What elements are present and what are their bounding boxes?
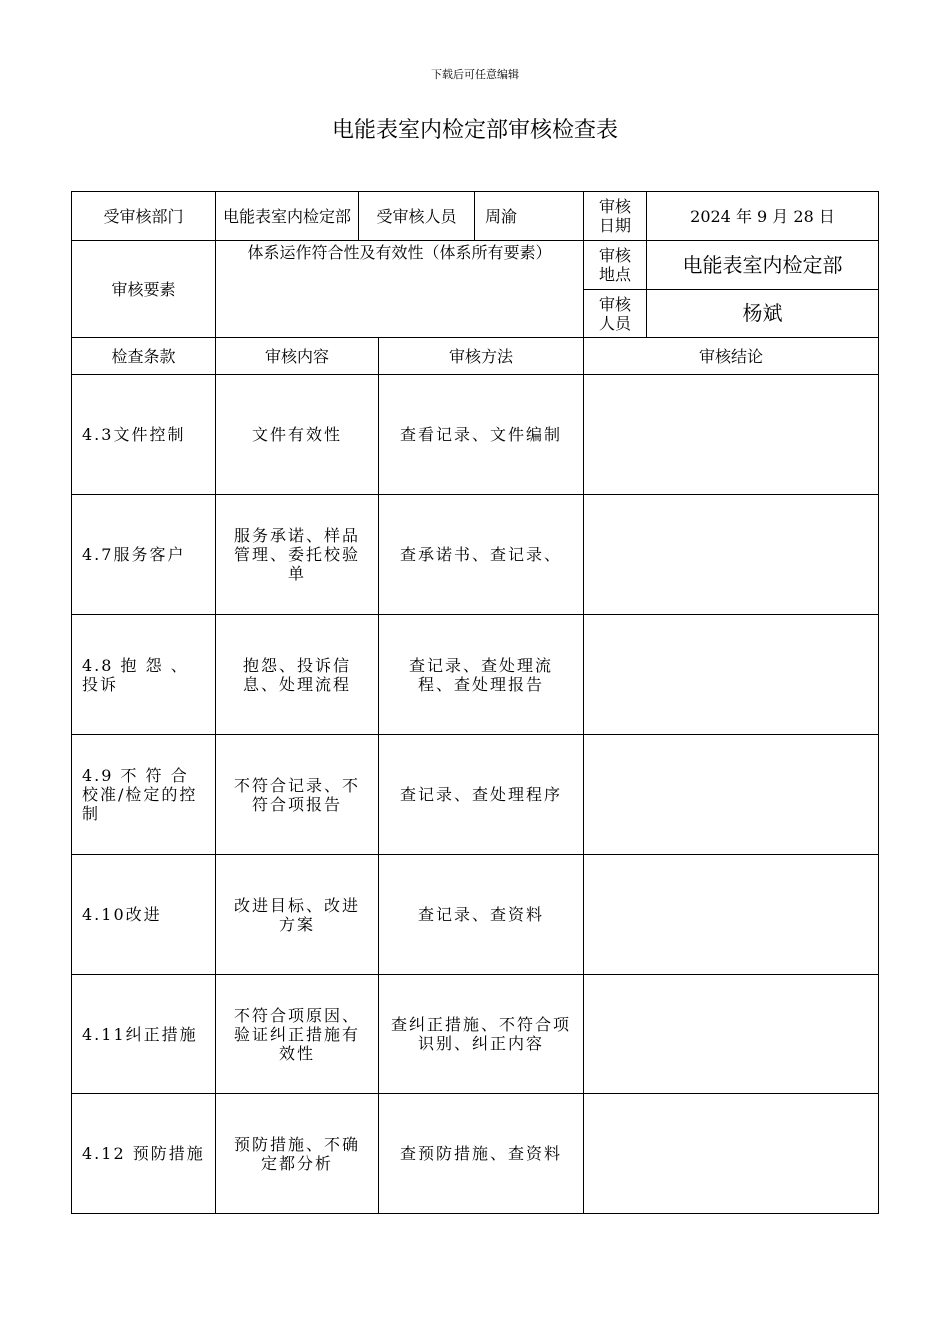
row-content: 服务承诺、样品管理、委托校验单 <box>233 526 360 583</box>
row-content: 抱怨、投诉信息、处理流程 <box>242 655 351 694</box>
place-value: 电能表室内检定部 <box>682 252 843 277</box>
dept-value: 电能表室内检定部 <box>222 206 351 226</box>
row-content: 文件有效性 <box>251 425 342 444</box>
row-conclusion <box>584 615 878 734</box>
row-method: 查记录、查处理流程、查处理报告 <box>408 655 553 694</box>
row-clause: 4.3文件控制 <box>82 425 186 444</box>
column-header-method: 审核方法 <box>448 346 513 366</box>
place-label: 审核地点 <box>598 246 631 284</box>
row-clause: 4.9 不 符 合 校准/检定的控制 <box>82 766 198 823</box>
row-method: 查记录、查处理程序 <box>399 785 562 804</box>
row-method: 查记录、查资料 <box>417 905 544 924</box>
person-label: 受审核人员 <box>376 206 457 226</box>
row-conclusion <box>584 1094 878 1213</box>
row-content: 不符合项原因、验证纠正措施有效性 <box>233 1005 360 1063</box>
row-method: 查纠正措施、不符合项识别、纠正内容 <box>391 1015 572 1053</box>
column-header-content: 审核内容 <box>264 346 329 366</box>
row-clause: 4.12 预防措施 <box>82 1144 205 1163</box>
row-content: 预防措施、不确定都分析 <box>233 1134 360 1173</box>
row-content: 不符合记录、不符合项报告 <box>233 775 360 814</box>
row-clause: 4.11纠正措施 <box>82 1024 198 1044</box>
row-conclusion <box>584 735 878 854</box>
element-label: 审核要素 <box>111 279 176 299</box>
row-conclusion <box>584 855 878 974</box>
row-method: 查看记录、文件编制 <box>399 425 562 444</box>
column-header-clause: 检查条款 <box>111 346 176 366</box>
row-method: 查预防措施、查资料 <box>399 1144 562 1163</box>
row-conclusion <box>584 975 878 1093</box>
column-header-conclusion: 审核结论 <box>698 346 763 366</box>
row-content: 改进目标、改进方案 <box>233 895 360 934</box>
table-border-bottom <box>71 1213 879 1214</box>
date-value: 2024 年 9 月 28 日 <box>690 206 835 226</box>
row-clause: 4.10改进 <box>82 905 162 924</box>
header-note: 下载后可任意编辑 <box>431 68 519 81</box>
row-clause: 4.8 抱 怨 、 投诉 <box>82 655 189 694</box>
element-value: 体系运作符合性及有效性（体系所有要素） <box>247 243 552 262</box>
dept-label: 受审核部门 <box>103 206 184 226</box>
page-title: 电能表室内检定部审核检查表 <box>331 118 618 143</box>
row-conclusion <box>584 495 878 614</box>
person-value: 周渝 <box>485 206 518 226</box>
row-conclusion <box>584 375 878 494</box>
row-method: 查承诺书、查记录、 <box>399 545 562 564</box>
auditor-value: 杨斌 <box>742 301 783 325</box>
row-clause: 4.7服务客户 <box>82 545 186 564</box>
date-label: 审核日期 <box>598 197 631 235</box>
table-border-right <box>878 191 879 1213</box>
auditor-label: 审核人员 <box>598 294 631 333</box>
